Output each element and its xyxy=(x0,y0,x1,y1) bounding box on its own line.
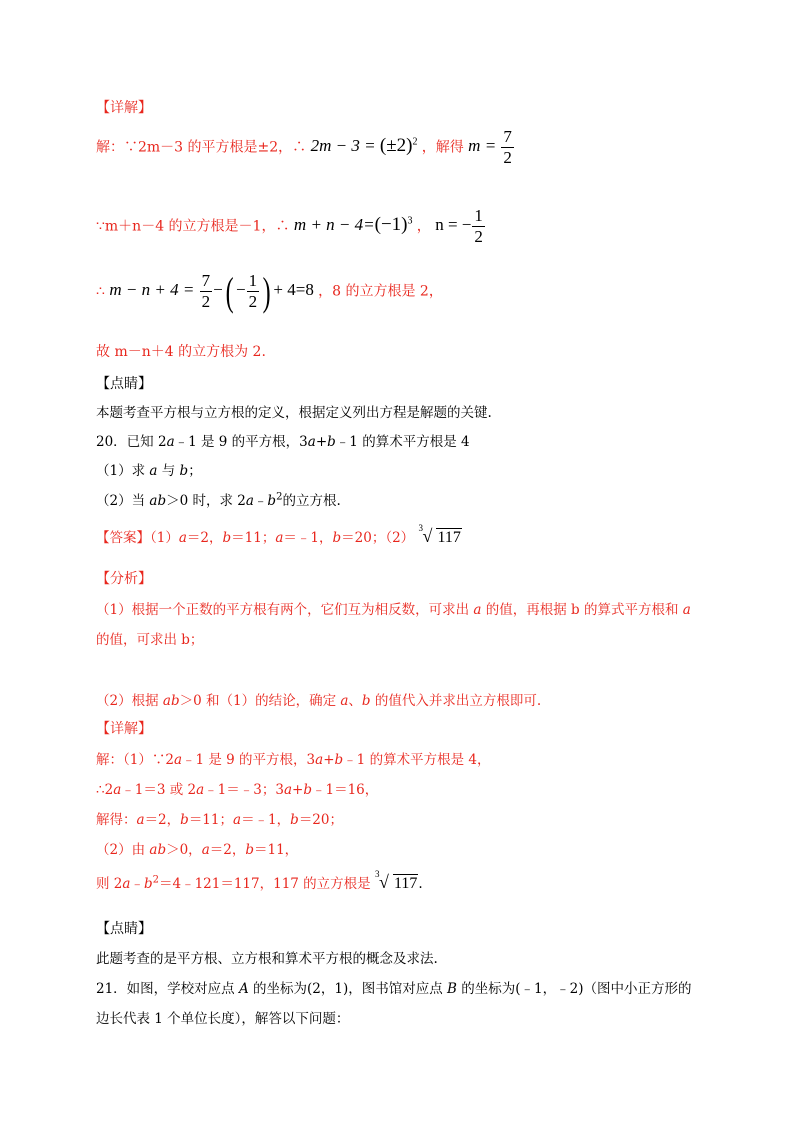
t: ﹣ xyxy=(130,876,144,892)
var-a: a xyxy=(113,782,122,798)
line2-n: n = − xyxy=(435,215,472,235)
line3-tail: + 4=8 xyxy=(273,280,314,300)
t: （2）当 xyxy=(96,493,150,509)
var-a: a xyxy=(178,530,187,546)
var-b: b xyxy=(334,752,344,768)
right-paren: ) xyxy=(262,268,271,314)
line2-equation xyxy=(294,215,417,234)
line1-equation xyxy=(311,136,422,155)
var-a: a xyxy=(136,812,145,828)
t: ＝﹣1， xyxy=(283,530,333,546)
var-a: a xyxy=(245,493,254,509)
line1-exponent: 2 xyxy=(412,136,418,148)
t: ﹣ xyxy=(253,493,268,509)
fenxi-line-3 xyxy=(96,689,541,709)
var-a: a xyxy=(340,693,349,709)
frac-num: 1 xyxy=(474,206,483,225)
heading-fenxi: 【分析】 xyxy=(96,571,152,587)
t: 、 xyxy=(348,693,362,709)
q21-line-1 xyxy=(96,977,691,997)
heading-dianjing-1: 【点睛】 xyxy=(96,376,152,392)
t: 的值，再根据 b 的算式平方根和 xyxy=(481,602,683,618)
q20-part2 xyxy=(96,489,341,509)
fraction-1-over-2-b xyxy=(247,271,260,312)
line1-sep: ，解得 xyxy=(421,139,464,156)
var-b: b xyxy=(179,463,189,479)
t: （2）由 xyxy=(96,842,150,858)
frac-den: 2 xyxy=(503,148,512,167)
cube-root-117-b xyxy=(374,869,418,893)
root-index: 3 xyxy=(374,869,380,879)
minus-sign: − xyxy=(213,280,223,300)
radicand: 117 xyxy=(393,875,418,892)
point-b: B xyxy=(447,981,457,997)
t: 的立方根. xyxy=(282,493,341,509)
exponent: 2 xyxy=(152,874,159,886)
var-ab: ab xyxy=(162,693,180,709)
t: + xyxy=(315,434,328,450)
line3-equation xyxy=(109,268,318,314)
line2-comma: ， xyxy=(416,218,431,235)
radicand: 117 xyxy=(437,529,461,546)
var-a: a xyxy=(233,812,242,828)
t: ＞0 时，求 2 xyxy=(166,493,246,509)
frac-den: 2 xyxy=(248,292,258,311)
q20-answer xyxy=(96,523,462,547)
exponent: 2 xyxy=(276,491,283,503)
var-b: b xyxy=(245,842,254,858)
var-a: a xyxy=(682,602,691,618)
var-a: a xyxy=(307,434,316,450)
fenxi-line-1 xyxy=(96,598,691,618)
t: 20．已知 2 xyxy=(96,434,167,450)
solution-line-1 xyxy=(96,127,515,168)
line1-prefix: 解：∵2m－3 的平方根是±2，∴ xyxy=(96,139,307,156)
fraction-7-over-2-b xyxy=(200,271,213,312)
q20-part1 xyxy=(96,459,202,479)
var-a: a xyxy=(166,434,175,450)
var-a: a xyxy=(201,842,210,858)
var-b: b xyxy=(180,812,189,828)
t: + xyxy=(323,752,335,768)
t: ﹣1 的算术平方根是 4， xyxy=(343,752,491,768)
var-b: b xyxy=(303,782,312,798)
q20-stem xyxy=(96,430,470,450)
t: 则 2 xyxy=(96,876,123,892)
var-b: b xyxy=(290,812,299,828)
t: ； xyxy=(188,463,202,479)
var-b: b xyxy=(267,493,277,509)
var-ab: ab xyxy=(149,842,167,858)
line1-lhs: 2m − 3 = xyxy=(310,136,380,156)
xiangjie-line-3 xyxy=(96,808,343,828)
var-a: a xyxy=(275,530,284,546)
line3-lhs: m − n + 4 = xyxy=(109,280,199,300)
var-a: a xyxy=(122,876,131,892)
t: ﹣1 的算术平方根是 4 xyxy=(335,434,470,450)
conclusion-line: 故 m－n＋4 的立方根为 2. xyxy=(96,344,266,360)
t: （1）根据一个正数的平方根有两个，它们互为相反数，可求出 xyxy=(96,602,474,618)
t: ＝2， xyxy=(186,530,223,546)
t: ﹣1 是 9 的平方根，3 xyxy=(174,434,308,450)
t: + xyxy=(292,782,304,798)
t: ﹣1＝3 或 2 xyxy=(121,782,197,798)
fraction-7-over-2 xyxy=(501,127,514,168)
fraction-1-over-2 xyxy=(472,206,485,247)
t: ﹣1＝﹣3；3 xyxy=(204,782,284,798)
t: ＝﹣1， xyxy=(241,812,291,828)
point-a: A xyxy=(238,981,249,997)
frac-num: 7 xyxy=(503,127,512,146)
var-b: b xyxy=(222,530,232,546)
t: 的坐标为(﹣1，﹣2)（图中小正方形的 xyxy=(456,981,692,997)
t: （1）求 xyxy=(96,463,150,479)
var-ab: ab xyxy=(149,493,167,509)
inner-minus: − xyxy=(236,280,246,300)
var-a: a xyxy=(283,782,293,798)
line2-n-value xyxy=(435,206,486,246)
line2-exponent: 3 xyxy=(407,215,413,227)
heading-xiangjie-1: 【详解】 xyxy=(96,100,152,116)
t: ＝11； xyxy=(188,812,233,828)
frac-num: 7 xyxy=(201,271,211,290)
frac-den: 2 xyxy=(474,227,483,246)
line3-suffix: ，8 的立方根是 2， xyxy=(318,283,443,300)
line2-paren: (−1) xyxy=(374,214,408,236)
var-a: a xyxy=(149,463,158,479)
t: （2）根据 xyxy=(96,693,163,709)
t: ＝11， xyxy=(254,842,299,858)
line2-prefix: ∵m＋n－4 的立方根是－1，∴ xyxy=(96,218,290,235)
var-a: a xyxy=(196,782,205,798)
line1-m-value xyxy=(468,127,515,167)
t: ∴2 xyxy=(96,782,114,798)
t: ﹣1＝16， xyxy=(311,782,379,798)
t: ＝20；（2） xyxy=(341,530,415,546)
xiangjie-line-2 xyxy=(96,778,378,798)
therefore-symbol: ∴ xyxy=(96,283,105,300)
radical-icon: √ xyxy=(422,526,433,546)
left-paren: ( xyxy=(225,268,234,314)
line1-paren: (±2) xyxy=(379,135,413,157)
period: . xyxy=(418,876,423,892)
heading-xiangjie-2: 【详解】 xyxy=(96,721,152,737)
answer-label: 【答案】 xyxy=(96,530,150,546)
frac-den: 2 xyxy=(201,292,211,311)
line1-m: m = xyxy=(468,136,501,156)
var-b: b xyxy=(332,530,342,546)
var-b: b xyxy=(143,876,153,892)
t: 21．如图，学校对应点 xyxy=(96,981,239,997)
xiangjie-line-5 xyxy=(96,869,423,893)
t: ﹣1 是 9 的平方根，3 xyxy=(182,752,316,768)
t: ＞0 和（1）的结论，确定 xyxy=(179,693,341,709)
xiangjie-line-4 xyxy=(96,838,298,858)
xiangjie-line-1 xyxy=(96,748,490,768)
solution-line-3 xyxy=(96,268,443,314)
t: （1） xyxy=(150,530,179,546)
fenxi-line-2: 的值，可求出 b； xyxy=(96,632,204,648)
dianjing-text-1: 本题考查平方根与立方根的定义，根据定义列出方程是解题的关键. xyxy=(96,405,492,421)
radical-icon: √ xyxy=(378,872,389,892)
dianjing-text-2: 此题考查的是平方根、立方根和算术平方根的概念及求法. xyxy=(96,951,438,967)
t: 与 xyxy=(157,463,180,479)
t: ＝2， xyxy=(144,812,181,828)
t: 解得： xyxy=(96,812,137,828)
t: ＝11； xyxy=(231,530,276,546)
root-index: 3 xyxy=(418,523,423,533)
var-a: a xyxy=(315,752,324,768)
var-a: a xyxy=(473,602,482,618)
cube-root-117 xyxy=(418,523,461,547)
frac-num: 1 xyxy=(248,271,258,290)
t: 的值代入并求出立方根即可. xyxy=(370,693,542,709)
var-b: b xyxy=(327,434,336,450)
q21-line-2: 边长代表 1 个单位长度），解答以下问题： xyxy=(96,1011,350,1027)
solution-line-2 xyxy=(96,206,486,247)
t: 的坐标为(2，1)，图书馆对应点 xyxy=(248,981,448,997)
var-a: a xyxy=(173,752,182,768)
t: ＝20； xyxy=(298,812,343,828)
t: 解：（1）∵2 xyxy=(96,752,174,768)
line2-lhs: m + n − 4= xyxy=(293,215,375,235)
t: ＞0， xyxy=(166,842,202,858)
heading-dianjing-2: 【点睛】 xyxy=(96,921,152,937)
t: ＝2， xyxy=(209,842,246,858)
t: ＝4﹣121＝117，117 的立方根是 xyxy=(158,876,371,892)
var-b: b xyxy=(361,693,371,709)
